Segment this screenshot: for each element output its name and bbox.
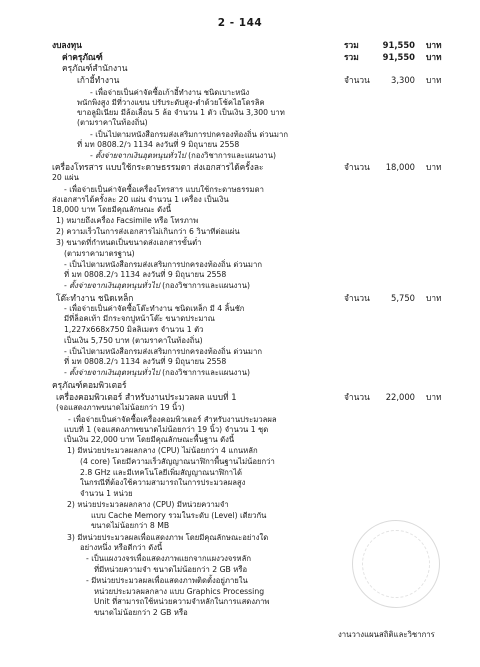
chair-reference-line: - เป็นไปตามหนังสือกรมส่งเสริมการปกครองท้องถิ่น ด่วนมาก — [90, 130, 288, 139]
desk-reference-line: - เป็นไปตามหนังสือกรมส่งเสริมการปกครองท้องถิ่น ด่วนมาก — [64, 347, 262, 356]
row-unit: รวม — [344, 40, 359, 50]
fax-reference-line: - เป็นไปตามหนังสือกรมส่งเสริมการปกครองท้องถิ่น ด่วนมาก — [64, 260, 262, 269]
computer-spec-line: ที่มีหน่วยความจำ ขนาดไม่น้อยกว่า 2 GB หรือ — [94, 565, 248, 574]
row-label: ค่าครุภัณฑ์ — [62, 52, 103, 62]
fax-funding-line — [64, 281, 250, 291]
chair-funding-line — [90, 151, 276, 161]
item-row-office-chair — [0, 75, 480, 85]
desk-desc-line: - เพื่อจ่ายเป็นค่าจัดซื้อโต๊ะทำงาน ชนิดเหล็ก มี 4 ลิ้นชัก — [64, 304, 245, 313]
row-amount: 22,000 — [385, 392, 415, 402]
chair-desc-line: (ตามราคาในท้องถิ่น) — [77, 118, 148, 127]
row-unit: จำนวน — [344, 293, 370, 303]
row-currency: บาท — [426, 162, 442, 172]
row-currency: บาท — [426, 392, 442, 402]
row-amount: 91,550 — [382, 40, 415, 50]
computer-spec-line: Unit ที่สามารถใช้หน่วยความจำหลักในการแสดงภาพ — [94, 597, 270, 606]
page-number: 2 - 144 — [217, 17, 263, 29]
row-amount: 3,300 — [391, 75, 415, 85]
desk-desc-line: เป็นเงิน 5,750 บาท (ตามราคาในท้องถิ่น) — [64, 336, 203, 345]
row-unit: จำนวน — [344, 75, 370, 85]
chair-desc-line: - เพื่อจ่ายเป็นค่าจัดซื้อเก้าอี้ทำงาน ชนิดเบาะหนัง — [90, 88, 250, 97]
computer-desc-line: - เพื่อจ่ายเป็นค่าจัดซื้อเครื่องคอมพิวเตอร์ สำหรับงานประมวลผล — [68, 415, 277, 424]
budget-row-office-equipment — [0, 63, 480, 73]
row-unit: จำนวน — [344, 392, 370, 402]
fax-desc-line: 18,000 บาท โดยมีคุณลักษณะ ดังนี้ — [52, 205, 172, 214]
desk-reference-line: ที่ มท 0808.2/ว 1134 ลงวันที่ 9 มิถุนายน 2558 — [64, 357, 227, 366]
computer-spec-line: - มีหน่วยประมวลผลเพื่อแสดงภาพติดตั้งอยู่ภายใน — [86, 576, 248, 585]
row-amount: 18,000 — [385, 162, 415, 172]
fax-desc-line: - เพื่อจ่ายเป็นค่าจัดซื้อเครื่องโทรสาร แบบใช้กระดาษธรรมดา — [64, 185, 264, 194]
faded-seal-stamp — [352, 520, 440, 608]
row-unit: จำนวน — [344, 162, 370, 172]
budget-row-equipment — [0, 52, 480, 62]
desk-funding-line — [64, 368, 250, 378]
row-amount: 91,550 — [382, 52, 415, 62]
budget-row-capital — [0, 40, 480, 50]
row-label: งบลงทุน — [52, 40, 82, 50]
computer-spec-line: 2.8 GHz และมีเทคโนโลยีเพิ่มสัญญาณนาฬิกาได้ — [80, 468, 242, 477]
computer-spec-line: 1) มีหน่วยประมวลผลกลาง (CPU) ไม่น้อยกว่า 4 แกนหลัก — [67, 446, 258, 455]
row-label: เครื่องคอมพิวเตอร์ สำหรับงานประมวลผล แบบที่ 1 — [56, 392, 237, 402]
chair-desc-line: ขาอลูมิเนียม มีล้อเลื่อน 5 ล้อ จำนวน 1 ตัว เป็นเงิน 3,300 บาท — [77, 108, 285, 117]
funding-department: (กองวิชาการและแผนงาน) — [159, 368, 250, 377]
row-amount: 5,750 — [391, 293, 415, 303]
row-currency: บาท — [426, 52, 442, 62]
row-currency: บาท — [426, 293, 442, 303]
computer-spec-line: ในกรณีที่ต้องใช้ความสามารถในการประมวลผลสูง — [80, 478, 246, 487]
chair-reference-line: ที่ มท 0808.2/ว 1134 ลงวันที่ 9 มิถุนายน 2558 — [77, 140, 240, 149]
fax-desc-line: (ตามราคามาตรฐาน) — [64, 249, 135, 258]
row-label: ครุภัณฑ์คอมพิวเตอร์ — [52, 380, 127, 390]
computer-desc-line: เป็นเงิน 22,000 บาท โดยมีคุณลักษณะพื้นฐาน ดังนี้ — [64, 435, 235, 444]
computer-spec-line: 2) หน่วยประมวลผลกลาง (CPU) มีหน่วยความจำ — [67, 500, 229, 509]
computer-spec-line: - เป็นแผงวงจรเพื่อแสดงภาพแยกจากแผงวงจรหลัก — [86, 554, 251, 563]
funding-department: (กองวิชาการและแผนงาน) — [185, 151, 276, 160]
computer-spec-line: 3) มีหน่วยประมวลผลเพื่อแสดงภาพ โดยมีคุณลักษณะอย่างใด — [67, 533, 269, 542]
funding-department: (กองวิชาการและแผนงาน) — [159, 281, 250, 290]
item-row-steel-desk — [0, 293, 480, 303]
computer-spec-line: แบบ Cache Memory รวมในระดับ (Level) เดียวกัน — [91, 511, 267, 520]
desk-desc-line: 1,227x668x750 มิลลิเมตร จำนวน 1 ตัว — [64, 325, 204, 334]
computer-spec-line: ขนาดไม่น้อยกว่า 8 MB — [91, 521, 170, 530]
row-currency: บาท — [426, 75, 442, 85]
funding-source: - ตั้งจ่ายจากเงินอุดหนุนทั่วไป — [64, 368, 160, 377]
computer-spec-line: (4 core) โดยมีความเร็วสัญญาณนาฬิกาพื้นฐานไม่น้อยกว่า — [80, 457, 275, 466]
budget-row-computer-equipment — [0, 380, 480, 390]
desk-desc-line: มีที่ล็อคเท้า มีกระจกปูหน้าโต๊ะ ขนาดประมาณ — [64, 314, 215, 323]
row-unit: รวม — [344, 52, 359, 62]
row-label: ครุภัณฑ์สำนักงาน — [62, 63, 128, 73]
computer-spec-line: จำนวน 1 หน่วย — [80, 489, 133, 498]
computer-desc-line: (จอแสดงภาพขนาดไม่น้อยกว่า 19 นิ้ว) — [56, 403, 185, 412]
computer-spec-line: ขนาดไม่น้อยกว่า 2 GB หรือ — [94, 608, 188, 617]
fax-spec-line: 1) หมายถึงเครื่อง Facsimile หรือ โทรภาพ — [56, 216, 199, 225]
computer-spec-line: อย่างหนึ่ง หรือดีกว่า ดังนี้ — [80, 543, 163, 552]
fax-desc-line: 20 แผ่น — [52, 173, 79, 182]
fax-spec-line: 3) ขนาดที่กำหนดเป็นขนาดส่งเอกสารขั้นต่ำ — [56, 238, 202, 247]
fax-desc-line: ส่งเอกสารได้ครั้งละ 20 แผ่น จำนวน 1 เครื่อง เป็นเงิน — [52, 195, 229, 204]
computer-desc-line: แบบที่ 1 (จอแสดงภาพขนาดไม่น้อยกว่า 19 นิ้ว) จำนวน 1 ชุด — [64, 425, 269, 434]
item-row-computer — [0, 392, 480, 402]
computer-spec-line: หน่วยประมวลผลกลาง แบบ Graphics Processing — [94, 587, 265, 596]
page-footer: งานวางแผนสถิติและวิชาการ — [338, 630, 435, 639]
funding-source: - ตั้งจ่ายจากเงินอุดหนุนทั่วไป — [64, 281, 160, 290]
fax-spec-line: 2) ความเร็วในการส่งเอกสารไม่เกินกว่า 6 วินาทีต่อแผ่น — [56, 227, 240, 236]
row-label: เครื่องโทรสาร แบบใช้กระดาษธรรมดา ส่งเอกสารได้ครั้งละ — [52, 162, 264, 172]
row-label: โต๊ะทำงาน ชนิดเหล็ก — [56, 293, 134, 303]
chair-desc-line: พนักพิงสูง มีที่วางแขน ปรับระดับสูง-ต่ำด้วยโช้คไฮโดรลิค — [77, 98, 265, 107]
fax-reference-line: ที่ มท 0808.2/ว 1134 ลงวันที่ 9 มิถุนายน 2558 — [64, 270, 227, 279]
funding-source: - ตั้งจ่ายจากเงินอุดหนุนทั่วไป — [90, 151, 186, 160]
row-label: เก้าอี้ทำงาน — [77, 75, 120, 85]
item-row-fax — [0, 162, 480, 172]
row-currency: บาท — [426, 40, 442, 50]
